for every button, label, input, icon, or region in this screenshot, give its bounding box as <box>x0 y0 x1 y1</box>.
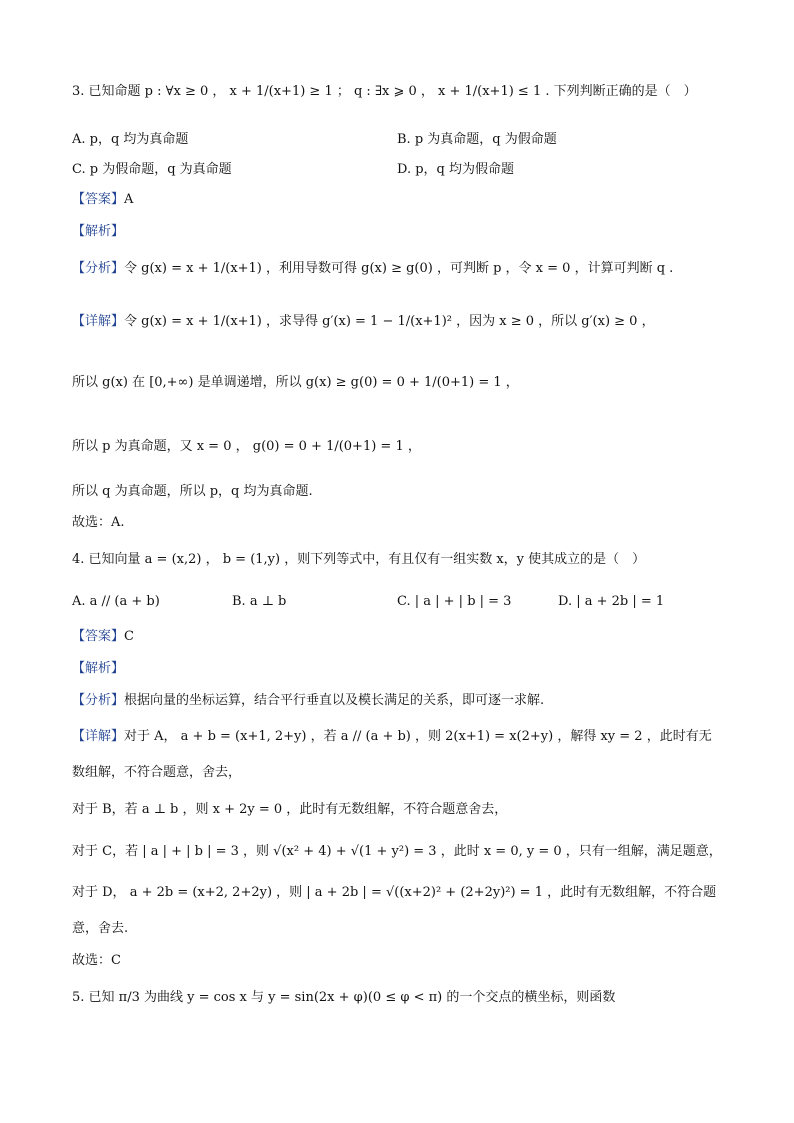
answer-value: C <box>124 629 134 644</box>
q3-option-d: D. p，q 均为假命题 <box>397 162 515 177</box>
analysis-tag: 【解析】 <box>72 224 125 239</box>
q3-xiangjie-1 <box>72 312 655 332</box>
q5-stem: 5. 已知 π/3 为曲线 y = cos x 与 y = sin(2x + φ)(0 ≤ φ < π) 的一个交点的横坐标，则函数 <box>72 990 616 1005</box>
q4-analysis-heading <box>72 659 124 679</box>
q3-option-c: C. p 为假命题，q 为真命题 <box>72 162 232 177</box>
xiangjie-text: 对于 A， a + b = (x+1, 2+y) ，若 a // (a + b) ，则 2(x+1) = x(2+y) ，解得 xy = 2 ，此时有无 <box>124 729 712 744</box>
q4-xiangjie-5: 对于 D， a + 2b = (x+2, 2+2y) ，则 | a + 2b | = √((x+2)² + (2+2y)²) = 1 ，此时有无数组解，不符合题 <box>72 885 717 900</box>
analysis-tag: 【解析】 <box>72 661 125 676</box>
q3-option-b: B. p 为真命题，q 为假命题 <box>397 132 557 147</box>
fenxi-text: 根据向量的坐标运算，结合平行垂直以及模长满足的关系，即可逐一求解. <box>124 693 545 708</box>
fenxi-text: 令 g(x) = x + 1/(x+1) ，利用导数可得 g(x) ≥ g(0) ，可判断 p ，令 x = 0 ，计算可判断 q . <box>124 261 674 276</box>
q3-option-a: A. p，q 均为真命题 <box>72 132 189 147</box>
q4-option-a: A. a // (a + b) <box>72 594 160 609</box>
q3-guxuan: 故选：A. <box>72 515 125 530</box>
q4-xiangjie-2: 数组解，不符合题意，舍去， <box>72 765 242 780</box>
q4-xiangjie-6: 意，舍去. <box>72 921 129 936</box>
q4-option-b: B. a ⊥ b <box>232 594 287 609</box>
answer-tag: 【答案】 <box>72 192 125 207</box>
q4-answer <box>72 627 134 647</box>
q3-xiangjie-4: 所以 q 为真命题，所以 p，q 均为真命题. <box>72 484 313 499</box>
q4-option-d: D. | a + 2b | = 1 <box>558 594 665 609</box>
q4-xiangjie-1 <box>72 727 712 747</box>
xiangjie-tag: 【详解】 <box>72 314 125 329</box>
q3-xiangjie-2: 所以 g(x) 在 [0,+∞) 是单调递增，所以 g(x) ≥ g(0) = 0 + 1/(0+1) = 1 ， <box>72 375 519 390</box>
q4-xiangjie-4: 对于 C，若 | a | + | b | = 3 ，则 √(x² + 4) + √(1 + y²) = 3 ，此时 x = 0, y = 0 ，只有一组解，满足题意， <box>72 844 722 859</box>
xiangjie-tag: 【详解】 <box>72 729 125 744</box>
q4-xiangjie-3: 对于 B，若 a ⊥ b ，则 x + 2y = 0 ，此时有无数组解，不符合题意舍去， <box>72 802 508 817</box>
answer-value: A <box>124 192 134 207</box>
xiangjie-text: 令 g(x) = x + 1/(x+1) ，求导得 g′(x) = 1 − 1/(x+1)² ，因为 x ≥ 0 ，所以 g′(x) ≥ 0 ， <box>124 314 655 329</box>
q3-xiangjie-3: 所以 p 为真命题，又 x = 0 ， g(0) = 0 + 1/(0+1) = 1 ， <box>72 439 421 454</box>
q4-option-c: C. | a | + | b | = 3 <box>397 594 512 609</box>
q4-stem: 4. 已知向量 a = (x,2) ， b = (1,y) ，则下列等式中，有且仅有一组实数 x，y 使其成立的是（ ） <box>72 552 646 567</box>
fenxi-tag: 【分析】 <box>72 261 125 276</box>
q3-answer <box>72 190 133 210</box>
fenxi-tag: 【分析】 <box>72 693 125 708</box>
q4-guxuan: 故选：C <box>72 953 121 968</box>
answer-tag: 【答案】 <box>72 629 125 644</box>
q4-fenxi <box>72 691 544 711</box>
q3-fenxi <box>72 259 673 279</box>
q3-analysis-heading <box>72 222 124 242</box>
q3-stem: 3. 已知命题 p : ∀x ≥ 0 ， x + 1/(x+1) ≥ 1 ； q : ∃x ⩾ 0 ， x + 1/(x+1) ≤ 1 . 下列判断正确的是（ ） <box>72 84 697 99</box>
